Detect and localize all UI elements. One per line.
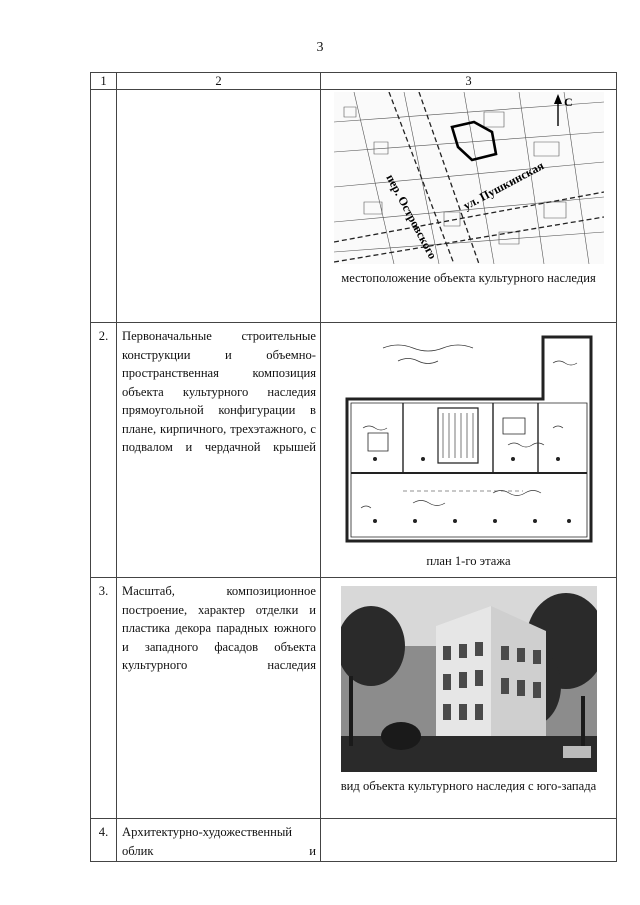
row-description: Первоначальные строительные конструкции и объемно-пространственная композиция объекта культурного наследия прямоугольной конфигурации в плане, кирпичного, трехэтажного, с подвалом и чердачной крышей bbox=[117, 323, 321, 578]
row-description: Архитектурно-художественный облик и bbox=[117, 819, 321, 862]
map-label-street-pushkinskaya: ул. Пушкинская bbox=[460, 158, 546, 213]
heritage-table bbox=[90, 72, 617, 862]
figure-cell bbox=[321, 578, 617, 819]
row-number bbox=[91, 90, 117, 323]
row-number: 3. bbox=[91, 578, 117, 819]
figure-caption: план 1-го этажа bbox=[426, 554, 511, 568]
floor-plan-image bbox=[343, 333, 595, 545]
row-description bbox=[117, 90, 321, 323]
page-number: 3 bbox=[316, 40, 324, 55]
header-cell-1: 1 bbox=[91, 73, 117, 90]
figure-caption: вид объекта культурного наследия с юго-запада bbox=[340, 779, 597, 793]
figure-cell bbox=[321, 90, 617, 323]
row-description: Масштаб, композиционное построение, характер отделки и пластика декора парадных южного и западного фасадов объекта культурного наследия bbox=[117, 578, 321, 819]
map-label-street-ostrovskogo: пер. Островского bbox=[382, 171, 440, 262]
table-row bbox=[91, 819, 617, 862]
row-number: 2. bbox=[91, 323, 117, 578]
table-row bbox=[91, 578, 617, 819]
map-label-north: С bbox=[563, 95, 573, 109]
table-row bbox=[91, 90, 617, 323]
figure-caption: местоположение объекта культурного наследия bbox=[341, 271, 596, 285]
figure-cell bbox=[321, 819, 617, 862]
header-cell-2: 2 bbox=[117, 73, 321, 90]
building-photo-image bbox=[341, 586, 597, 772]
table-row bbox=[91, 323, 617, 578]
header-cell-3: 3 bbox=[321, 73, 617, 90]
location-map-image bbox=[334, 92, 604, 264]
table-header-row bbox=[91, 73, 617, 90]
row-number: 4. bbox=[91, 819, 117, 862]
figure-cell bbox=[321, 323, 617, 578]
